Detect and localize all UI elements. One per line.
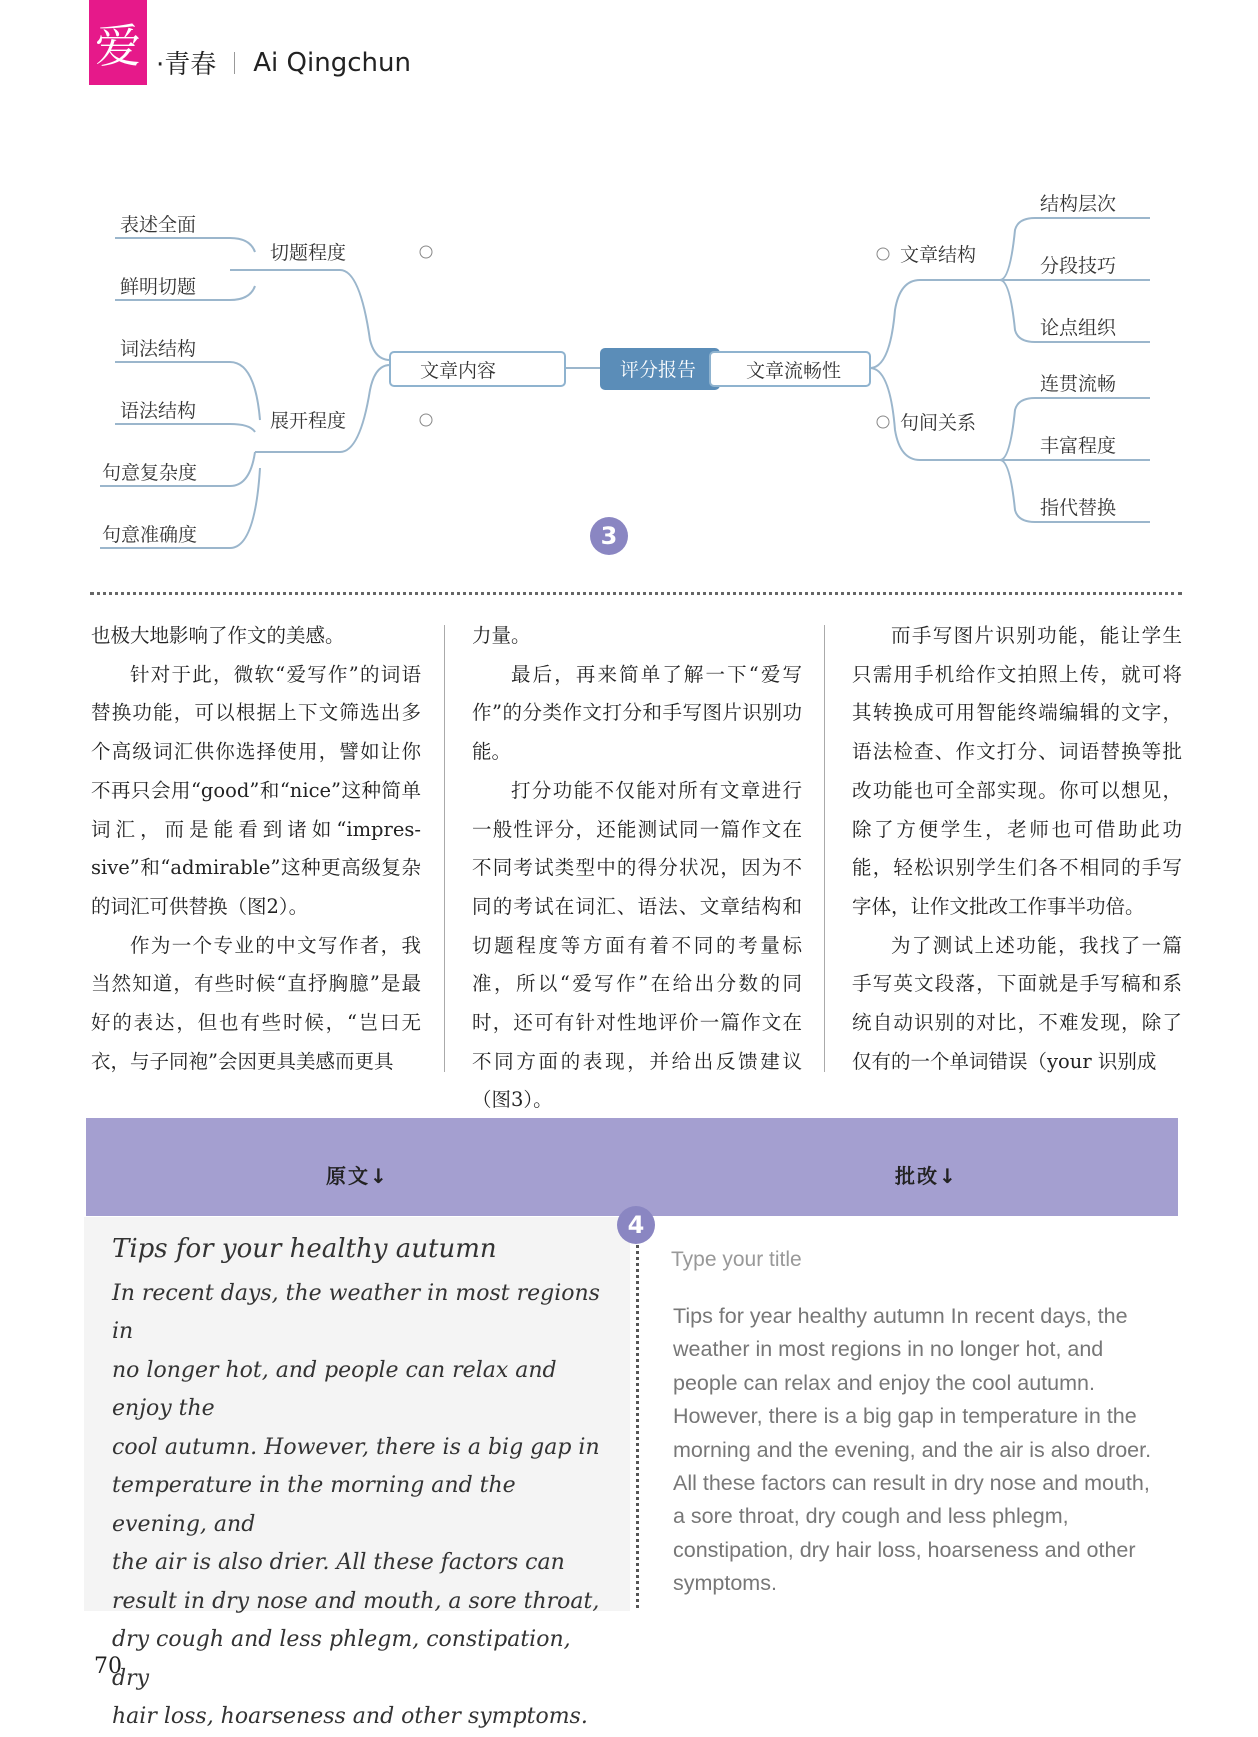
leaf-node: 丰富程度 <box>1040 435 1117 457</box>
leaf-node: 鲜明切题 <box>120 276 197 298</box>
running-header <box>156 44 411 81</box>
column-rule <box>444 625 445 1072</box>
text-column-1 <box>91 617 421 1081</box>
section-name: ·青春 <box>156 50 217 80</box>
paragraph: 也极大地影响了作文的美感。 <box>91 624 345 647</box>
handwriting-line: In recent days, the weather in most regions in <box>112 1280 600 1344</box>
title-placeholder[interactable]: Type your title <box>671 1248 802 1271</box>
paragraph: 最后，再来简单了解一下“爱写作”的分类作文打分和手写图片识别功能。 <box>472 662 802 764</box>
figure-number-badge: 4 <box>617 1206 655 1244</box>
left-main-node: 文章内容 <box>420 360 497 382</box>
corrected-label: 批改↓ <box>895 1164 958 1188</box>
collapse-icon <box>877 248 889 260</box>
collapse-icon <box>420 414 432 426</box>
leaf-node: 词法结构 <box>120 338 197 360</box>
leaf-node: 分段技巧 <box>1040 255 1117 277</box>
handwriting-text <box>112 1230 612 1737</box>
recognized-text[interactable]: Tips for year healthy autumn In recent days, the weather in most regions in no longer hot, and people can relax and enjoy the cool autumn. However, there is a big gap in temperature in the morning and the evening, and the air is also droer. All these factors can result in dry nose and mouth, a sore throat, dry cough and less phlegm, constipation, dry hair loss, hoarseness and other symptoms. <box>673 1304 1152 1596</box>
dotted-separator <box>636 1238 639 1608</box>
mindmap-figure <box>90 190 1170 590</box>
dotted-divider <box>90 592 1182 595</box>
figure-number-badge: 3 <box>590 517 628 555</box>
leaf-node: 指代替换 <box>1040 497 1117 519</box>
handwriting-line: the air is also drier. All these factors can <box>112 1550 565 1575</box>
paragraph: 为了测试上述功能，我找了一篇手写英文段落，下面就是手写稿和系统自动识别的对比，不难发现，除了仅有的一个单词错误（your 识别成 <box>852 933 1182 1073</box>
paragraph: 力量。 <box>472 624 531 647</box>
paragraph: 作为一个专业的中文写作者，我当然知道，有些时候“直抒胸臆”是最好的表达，但也有些时候，“岂曰无衣，与子同袍”会因更具美感而更具 <box>91 933 421 1073</box>
collapse-icon <box>877 416 889 428</box>
handwriting-line: dry cough and less phlegm, constipation, dry <box>112 1627 571 1691</box>
logo-badge <box>89 0 147 85</box>
handwriting-line: temperature in the morning and the evening, and <box>112 1473 516 1537</box>
root-node: 评分报告 <box>620 359 697 381</box>
leaf-node: 连贯流畅 <box>1040 373 1117 395</box>
handwriting-title: Tips for your healthy autumn <box>112 1234 497 1264</box>
branch-node: 切题程度 <box>270 242 347 264</box>
branch-node: 句间关系 <box>900 412 977 434</box>
branch-node: 文章结构 <box>900 244 977 266</box>
handwriting-line: cool autumn. However, there is a big gap in <box>112 1434 600 1460</box>
section-pinyin: Ai Qingchun <box>253 47 411 78</box>
leaf-node: 表述全面 <box>120 214 197 236</box>
paragraph: 打分功能不仅能对所有文章进行一般性评分，还能测试同一篇作文在不同考试类型中的得分状况，因为不同的考试在词汇、语法、文章结构和切题程度等方面有着不同的考量标准，所以“爱写作”在给出分数的同时，还可有针对性地评价一篇作文在不同方面的表现，并给出反馈建议（图3）。 <box>472 778 802 1112</box>
handwriting-line: result in dry nose and mouth, a sore throat, <box>112 1588 600 1614</box>
collapse-icon <box>420 246 432 258</box>
leaf-node: 语法结构 <box>120 400 197 422</box>
paragraph: 而手写图片识别功能，能让学生只需用手机给作文拍照上传，就可将其转换成可用智能终端编辑的文字，语法检查、作文打分、词语替换等批改功能也可全部实现。你可以想见，除了方便学生，老师也可借助此功能，轻松识别学生们各不相同的手写字体，让作文批改工作事半功倍。 <box>852 624 1182 918</box>
leaf-node: 句意准确度 <box>102 524 198 546</box>
text-column-2 <box>472 617 802 1120</box>
leaf-node: 句意复杂度 <box>102 462 198 484</box>
mindmap-svg <box>90 190 1170 590</box>
leaf-node: 结构层次 <box>1040 193 1117 215</box>
leaf-node: 论点组织 <box>1040 317 1117 339</box>
logo-char: 爱 <box>95 18 141 73</box>
handwriting-line: no longer hot, and people can relax and enjoy the <box>112 1357 557 1421</box>
branch-node: 展开程度 <box>270 410 347 432</box>
page-number: 70 <box>94 1654 122 1679</box>
paragraph: 针对于此，微软“爱写作”的词语替换功能，可以根据上下文筛选出多个高级词汇供你选择使用，譬如让你不再只会用“good”和“nice”这种简单词汇，而是能看到诸如“impres-sive”和“admirable”这种更高级复杂的词汇可供替换（图2）。 <box>91 662 421 918</box>
handwriting-line: hair loss, hoarseness and other symptoms. <box>112 1704 588 1729</box>
header-divider <box>234 52 235 74</box>
column-rule <box>824 625 825 1072</box>
comparison-header-bar <box>86 1118 1178 1216</box>
right-main-node: 文章流畅性 <box>746 360 842 382</box>
text-column-3 <box>852 617 1182 1081</box>
original-label: 原文↓ <box>326 1164 389 1188</box>
